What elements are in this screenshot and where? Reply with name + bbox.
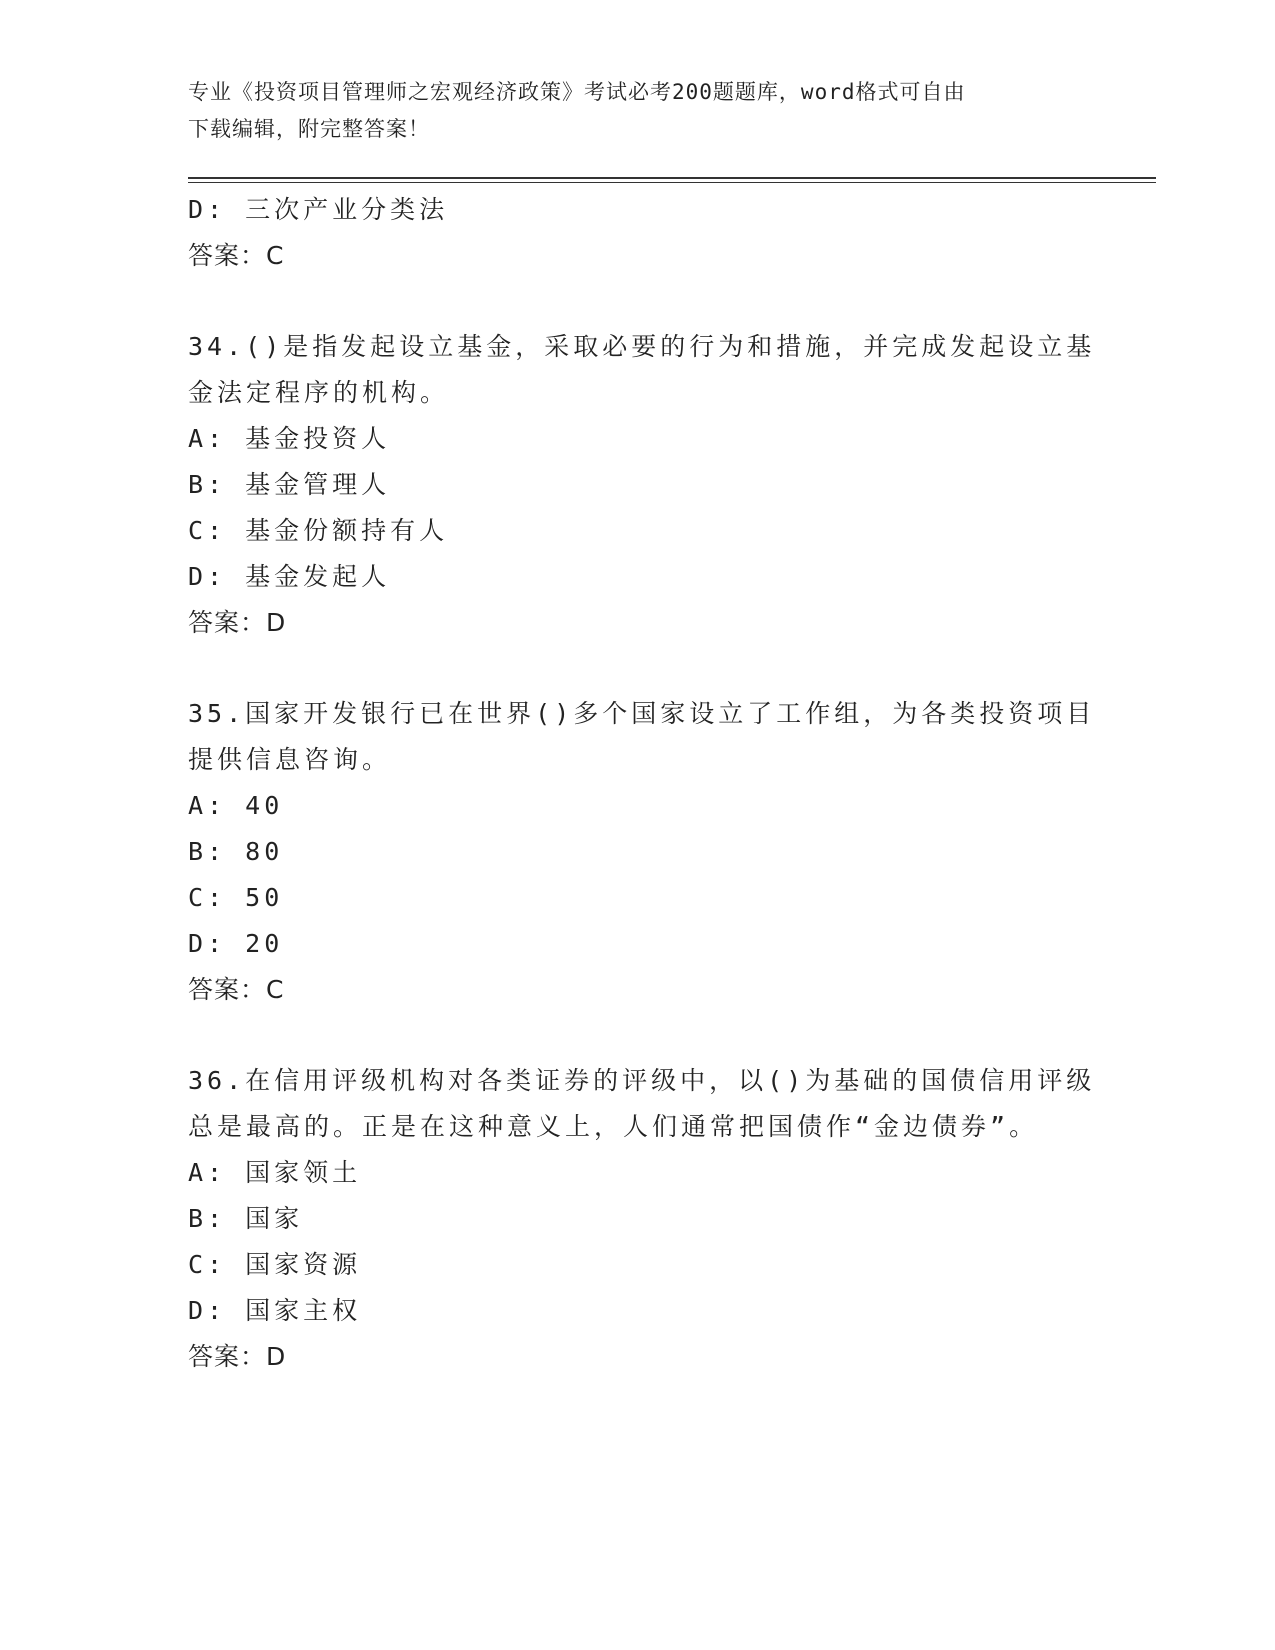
question-text-line-1: 34.()是指发起设立基金，采取必要的行为和措施，并完成发起设立基 <box>188 332 1096 361</box>
question-35 <box>188 691 1096 1013</box>
option-a: A: 40 <box>188 791 284 820</box>
header-divider-thin <box>188 182 1156 183</box>
question-spacer <box>188 279 1088 324</box>
previous-question-tail <box>188 187 1088 279</box>
option-c: C: 基金份额持有人 <box>188 516 449 545</box>
answer-line: 答案：D <box>188 1342 287 1371</box>
question-spacer <box>188 646 1088 691</box>
option-c: C: 国家资源 <box>188 1250 362 1279</box>
option-d: D: 20 <box>188 929 284 958</box>
option-d: D: 基金发起人 <box>188 562 391 591</box>
document-header <box>188 74 1088 148</box>
question-34 <box>188 324 1096 646</box>
header-line-1: 专业《投资项目管理师之宏观经济政策》考试必考200题题库，word格式可自由 <box>188 80 966 104</box>
header-divider-thick <box>188 177 1156 179</box>
option-a: A: 基金投资人 <box>188 424 391 453</box>
question-text-line-1: 35.国家开发银行已在世界()多个国家设立了工作组，为各类投资项目 <box>188 699 1096 728</box>
question-text-line-2: 提供信息咨询。 <box>188 745 392 774</box>
question-text-line-1: 36.在信用评级机构对各类证券的评级中，以()为基础的国债信用评级 <box>188 1066 1096 1095</box>
question-spacer <box>188 1013 1088 1058</box>
question-text-line-2: 金法定程序的机构。 <box>188 378 450 407</box>
question-text-line-2: 总是最高的。正是在这种意义上，人们通常把国债作“金边债券”。 <box>188 1112 1039 1141</box>
option-b: B: 80 <box>188 837 284 866</box>
answer-line: 答案：C <box>188 975 285 1004</box>
option-c: C: 50 <box>188 883 284 912</box>
option-a: A: 国家领土 <box>188 1158 362 1187</box>
option-b: B: 国家 <box>188 1204 304 1233</box>
option-b: B: 基金管理人 <box>188 470 391 499</box>
header-line-2: 下载编辑，附完整答案！ <box>188 117 430 141</box>
option-d: D: 三次产业分类法 <box>188 195 449 224</box>
answer-line: 答案：C <box>188 241 285 270</box>
question-list <box>188 187 1096 1380</box>
option-d: D: 国家主权 <box>188 1296 362 1325</box>
answer-line: 答案：D <box>188 608 287 637</box>
question-36 <box>188 1058 1096 1380</box>
